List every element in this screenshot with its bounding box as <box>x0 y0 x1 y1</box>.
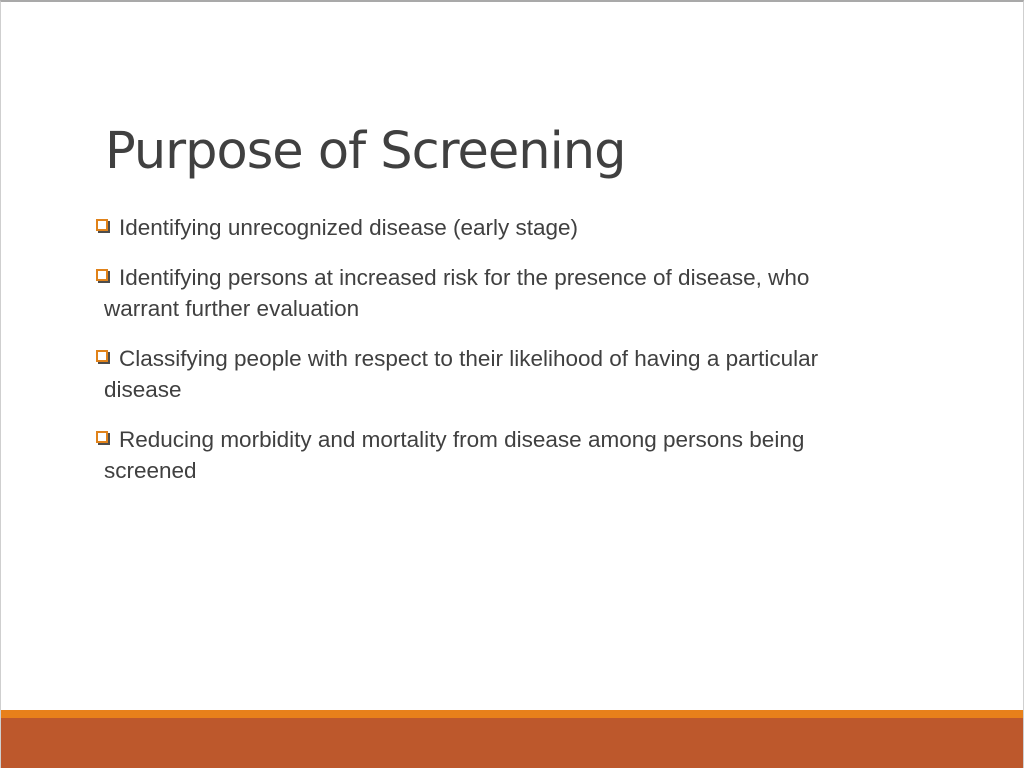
bullet-list <box>96 212 956 505</box>
bullet-text: Identifying unrecognized disease (early stage) <box>119 215 579 240</box>
bullet-text-continuation: warrant further evaluation <box>104 296 360 321</box>
bullet-item <box>96 343 956 405</box>
bullet-item <box>96 424 956 486</box>
footer-accent-stripe <box>1 710 1024 718</box>
checkbox-square-icon <box>96 431 108 443</box>
bullet-text: Reducing morbidity and mortality from disease among persons being <box>119 427 805 452</box>
bullet-item <box>96 212 956 243</box>
bullet-text: Identifying persons at increased risk for the presence of disease, who <box>119 265 810 290</box>
footer-band <box>1 718 1024 768</box>
checkbox-square-icon <box>96 219 108 231</box>
bullet-text-continuation: screened <box>104 458 197 483</box>
slide-title: Purpose of Screening <box>105 122 626 181</box>
checkbox-square-icon <box>96 269 108 281</box>
bullet-item <box>96 262 956 324</box>
bullet-text-continuation: disease <box>104 377 182 402</box>
checkbox-square-icon <box>96 350 108 362</box>
bullet-text: Classifying people with respect to their likelihood of having a particular <box>119 346 819 371</box>
